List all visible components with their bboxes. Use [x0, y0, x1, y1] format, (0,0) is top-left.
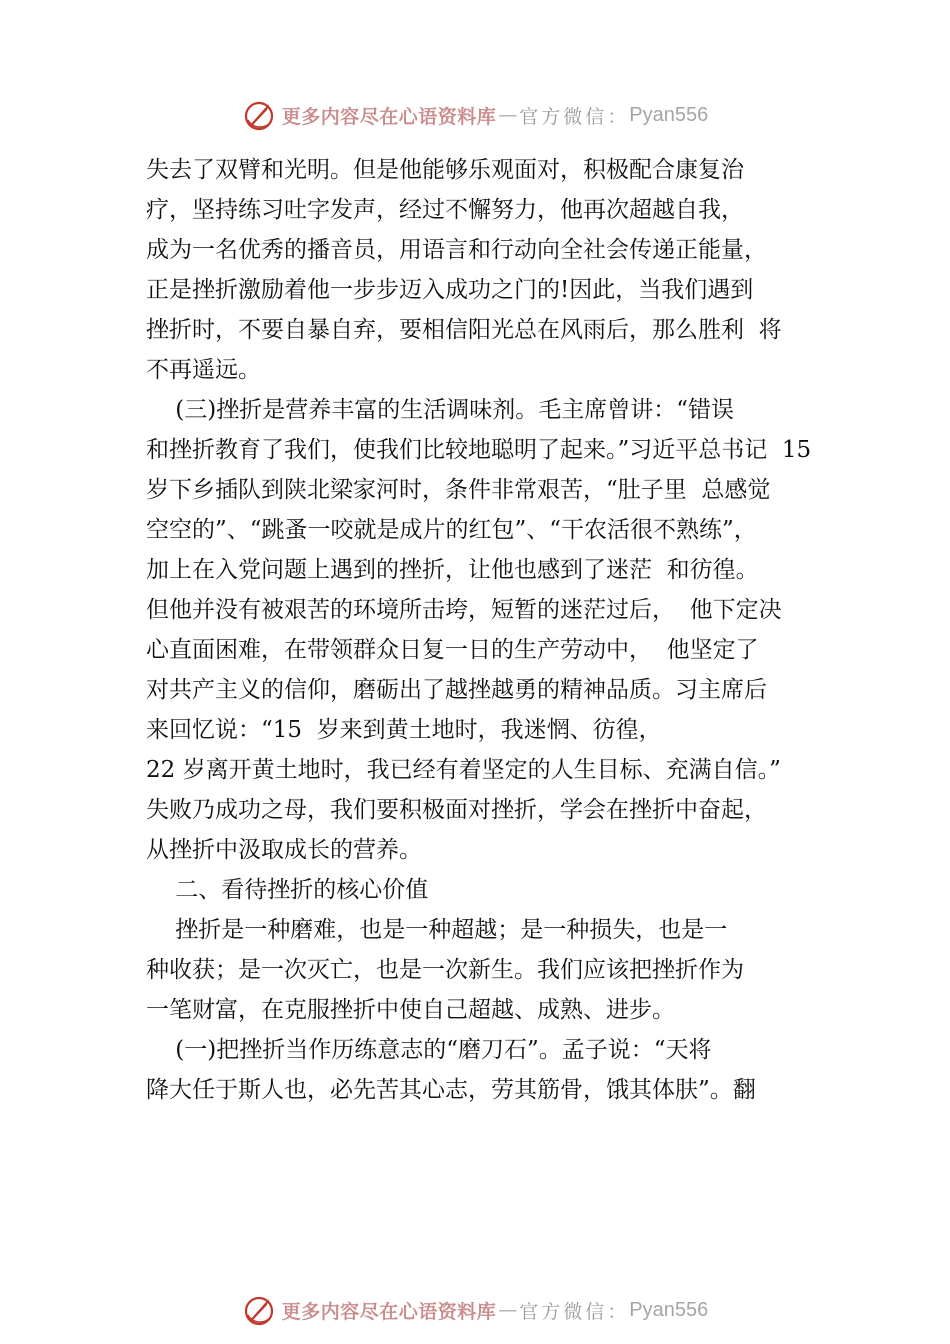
text-line: 22 岁离开黄土地时，我已经有着坚定的人生目标、充满自信。”	[146, 757, 781, 783]
text-line: 正是挫折激励着他一步步迈入成功之门的!因此，当我们遇到	[146, 277, 754, 303]
watermark-brand: 更多内容尽在心语资料库	[281, 105, 497, 128]
text-line: 岁下乡插队到陕北梁家河时，条件非常艰苦，“肚子里 总感觉	[146, 477, 771, 503]
watermark-wechat-id: Pyan556	[629, 1298, 709, 1321]
text-line: 降大任于斯人也，必先苦其心志，劳其筋骨，饿其体肤”。翻	[146, 1077, 756, 1103]
text-line: 成为一名优秀的播音员，用语言和行动向全社会传递正能量，	[146, 237, 767, 263]
text-line: 疗，坚持练习吐字发声，经过不懈努力，他再次超越自我，	[146, 197, 744, 223]
watermark-dash: —	[498, 104, 518, 126]
text-line: 对共产主义的信仰，磨砺出了越挫越勇的精神品质。习主席后	[146, 677, 767, 703]
text-line: 从挫折中汲取成长的营养。	[146, 837, 422, 863]
text-line: 种收获；是一次灭亡，也是一次新生。我们应该把挫折作为	[146, 957, 744, 983]
text-line: 心直面困难，在带领群众日复一日的生产劳动中， 他坚定了	[146, 637, 759, 663]
watermark-wechat-id: Pyan556	[629, 103, 709, 126]
text-line: 挫折时，不要自暴自弃，要相信阳光总在风雨后，那么胜利 将	[146, 317, 782, 343]
text-line: 不再遥远。	[146, 357, 261, 383]
text-line: 加上在入党问题上遇到的挫折，让他也感到了迷茫 和彷徨。	[146, 557, 759, 583]
section-heading: 二、看待挫折的核心价值	[146, 877, 429, 903]
text-line: (三)挫折是营养丰富的生活调味剂。毛主席曾讲：“错误	[146, 397, 734, 423]
text-line: 来回忆说：“15 岁来到黄土地时，我迷惘、彷徨，	[146, 717, 662, 743]
text-line: 失去了双臂和光明。但是他能够乐观面对，积极配合康复治	[146, 157, 744, 183]
watermark-dash: —	[498, 1299, 518, 1321]
document-body	[146, 150, 836, 1110]
text-line: 失败乃成功之母，我们要积极面对挫折，学会在挫折中奋起，	[146, 797, 767, 823]
text-line: 挫折是一种磨难，也是一种超越；是一种损失，也是一	[146, 917, 728, 943]
text-line: 但他并没有被艰苦的环境所击垮，短暂的迷茫过后， 他下定决	[146, 597, 782, 623]
text-line: 空空的”、“跳蚤一咬就是成片的红包”、“干农活很不熟练”，	[146, 517, 757, 543]
quill-seal-icon	[242, 98, 276, 132]
footer-watermark	[0, 1290, 950, 1330]
watermark-brand: 更多内容尽在心语资料库	[281, 1300, 497, 1323]
text-line: 一笔财富，在克服挫折中使自己超越、成熟、进步。	[146, 997, 675, 1023]
quill-seal-icon	[242, 1293, 276, 1327]
text-line: (一)把挫折当作历练意志的“磨刀石”。孟子说：“天将	[146, 1037, 712, 1063]
text-line: 和挫折教育了我们，使我们比较地聪明了起来。”习近平总书记 15	[146, 437, 812, 463]
watermark-wechat-label: 官方微信：	[519, 105, 630, 128]
watermark-wechat-label: 官方微信：	[519, 1300, 630, 1323]
header-watermark	[0, 95, 950, 135]
